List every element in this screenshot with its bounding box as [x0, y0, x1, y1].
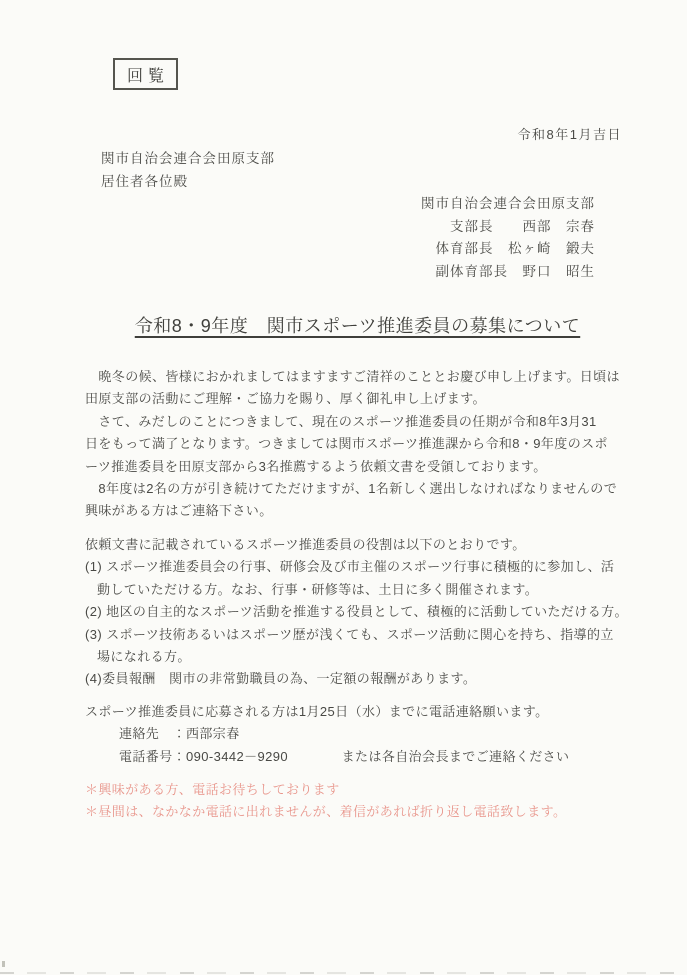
sender-sports-director: 体育部長 松ヶ崎 鍛夫 [435, 241, 595, 256]
note-line: ＊興味がある方、電話お待ちしております [85, 782, 340, 797]
contact-phone-line: 電話番号：090-3442－9290 または各自治会長までご連絡ください [119, 748, 570, 764]
roles-intro: 依頼文書に記載されているスポーツ推進委員の役割は以下のとおりです。 [85, 537, 526, 552]
contact-section [85, 701, 625, 768]
sender-deputy-sports-director: 副体育部長 野口 昭生 [435, 263, 595, 279]
application-deadline-line: スポーツ推進委員に応募される方は1月25日（水）までに電話連絡願います。 [85, 704, 549, 719]
note-line: ＊昼間は、なかなか電話に出れませんが、着信があれば折り返し電話致します。 [85, 804, 567, 820]
recipient-block [101, 147, 275, 193]
greeting-line: 8年度は2名の方が引き続けてただけますが、1名新しく選出しなければなりませんので [85, 481, 618, 497]
greeting-line: さて、みだしのことにつきまして、現在のスポーツ推進委員の任期が令和8年3月31 [85, 413, 597, 429]
document-title: 令和8・9年度 関市スポーツ推進委員の募集について [134, 316, 581, 336]
role-item-1-continued: 動していただける方。なお、行事・研修等は、土日に多く開催されます。 [97, 581, 539, 597]
role-item-2: (2) 地区の自主的なスポーツ活動を推進する役員として、積極的に活動していただける方。 [85, 604, 628, 620]
notes-section [85, 779, 625, 824]
roles-section [85, 534, 628, 691]
date-line: 令和8年1月吉日 [517, 127, 622, 142]
greeting-line: ーツ推進委員を田原支部から3名推薦するよう依頼文書を受領しております。 [85, 458, 547, 474]
sender-block [421, 193, 595, 283]
role-item-3: (3) スポーツ技術あるいはスポーツ歴が浅くても、スポーツ活動に関心を持ち、指導的立 [85, 626, 614, 642]
sender-organization: 関市自治会連合会田原支部 [421, 196, 595, 211]
recipient-addressee: 居住者各位殿 [101, 174, 188, 189]
scan-artifact-speck [2, 961, 5, 967]
contact-person-line: 連絡先 ：西部宗春 [119, 726, 240, 742]
greeting-line: 田原支部の活動にご理解・ご協力を賜り、厚く御礼申し上げます。 [85, 391, 486, 407]
scan-artifact-bottom-edge [0, 972, 687, 974]
greeting-line: 日をもって満了となります。つきましては関市スポーツ推進課から令和8・9年度のスポ [85, 436, 608, 452]
role-item-1: (1) スポーツ推進委員会の行事、研修会及び市主催のスポーツ行事に積極的に参加し、活 [85, 559, 615, 575]
greeting-line: 晩冬の候、皆様におかれましてはますますご清祥のこととお慶び申し上げます。日頃は [85, 369, 620, 384]
recipient-organization: 関市自治会連合会田原支部 [101, 151, 275, 166]
role-item-4-remuneration: (4)委員報酬 関市の非常勤職員の為、一定額の報酬があります。 [85, 671, 477, 687]
greeting-line: 興味がある方はご連絡下さい。 [85, 503, 273, 519]
circulation-stamp-box [113, 58, 178, 90]
greeting-paragraph [85, 366, 625, 523]
circulation-stamp-label: 回覧 [126, 67, 169, 85]
role-item-3-continued: 場になれる方。 [97, 649, 191, 665]
sender-branch-chief: 支部長 西部 宗春 [450, 218, 595, 234]
